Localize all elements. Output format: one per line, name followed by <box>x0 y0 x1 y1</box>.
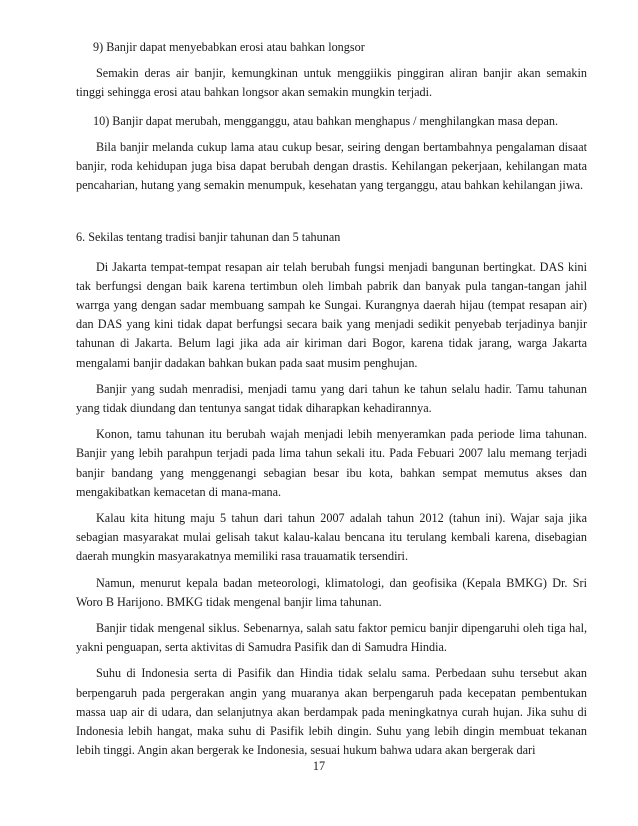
section-6-paragraph-7: Suhu di Indonesia serta di Pasifik dan Hindia tidak selalu sama. Perbedaan suhu tersebut akan berpengaruh pada pergerakan angin yang muaranya akan berpengaruh pada kecepatan pembentukan massa uap air di udara, dan selanjutnya akan berdampak pada meningkatnya curah hujan. Jika suhu di Indonesia lebih hangat, maka suhu di Pasifik lebih dingin. Suhu yang lebih dingin membuat tekanan lebih tinggi. Angin akan bergerak ke Indonesia, sesuai hukum bahwa udara akan bergerak dari <box>76 666 587 758</box>
section-6-heading: 6. Sekilas tentang tradisi banjir tahunan dan 5 tahunan <box>76 230 341 245</box>
section-6-paragraph-3: Konon, tamu tahunan itu berubah wajah menjadi lebih menyeramkan pada periode lima tahunan. Banjir yang lebih parahpun terjadi pada lima tahun sekali itu. Pada Febuari 2007 lalu memang terjadi banjir bandang yang menggenangi sebagian besar ibu kota, bahkan sempat memutus akses dan mengakibatkan kemacetan di mana-mana. <box>76 427 587 499</box>
section-6-paragraph-1: Di Jakarta tempat-tempat resapan air telah berubah fungsi menjadi bangunan bertingkat. DAS kini tak berfungsi dengan baik karena tertimbun oleh limbah pabrik dan banyak pula tangan-tangan jahil warrga yang dengan sadar membuang sampah ke Sungai. Kurangnya daerah hijau (tempat resapan air) dan DAS yang kini tidak dapat berfungsi secara baik yang menjadi sedikit penyebab terjadinya banjir tahunan di Jakarta. Belum lagi jika ada air kiriman dari Bogor, karena tidak jarang, warga Jakarta mengalami banjir dadakan bahkan bukan pada saat musim penghujan. <box>76 259 587 370</box>
document-page <box>76 38 587 761</box>
list-item-10-heading: 10) Banjir dapat merubah, mengganggu, atau bahkan menghapus / menghilangkan masa depan. <box>93 113 559 128</box>
list-item-9-body: Semakin deras air banjir, kemungkinan untuk menggiikis pinggiran aliran banjir akan semakin tinggi sehingga erosi atau bahkan longsor akan semakin mungkin terjadi. <box>76 66 587 100</box>
section-6-paragraph-5: Namun, menurut kepala badan meteorologi, klimatologi, dan geofisika (Kepala BMKG) Dr. Sri Woro B Harijono. BMKG tidak mengenal banjir lima tahunan. <box>76 575 587 609</box>
list-item-9-heading: 9) Banjir dapat menyebabkan erosi atau bahkan longsor <box>93 40 365 54</box>
page-number: 17 <box>312 759 326 773</box>
section-6-paragraph-2: Banjir yang sudah menradisi, menjadi tamu yang dari tahun ke tahun selalu hadir. Tamu tahunan yang tidak diundang dan tentunya sangat tidak diharapkan kehadirannya. <box>76 381 587 416</box>
section-6-paragraph-6: Banjir tidak mengenal siklus. Sebenarnya, salah satu faktor pemicu banjir dipengaruhi oleh tiga hal, yakni penguapan, serta aktivitas di Samudra Pasifik dan di Samudra Hindia. <box>76 621 587 655</box>
section-6-paragraph-4: Kalau kita hitung maju 5 tahun dari tahun 2007 adalah tahun 2012 (tahun ini). Wajar saja jika sebagian masyarakat mulai gelisah takut kalau-kalau bencana itu terulang kembali karena, disebagian daerah mungkin masyarakatnya memiliki rasa trauamatik tersendiri. <box>76 511 587 564</box>
list-item-10-body: Bila banjir melanda cukup lama atau cukup besar, seiring dengan bertambahnya pengalaman disaat banjir, roda kehidupan juga bisa dapat berubah dengan drastis. Kehilangan pekerjaan, kehilangan mata pencaharian, hutang yang semakin menumpuk, kesehatan yang terganggu, atau bahkan kehilangan jiwa. <box>76 139 587 193</box>
